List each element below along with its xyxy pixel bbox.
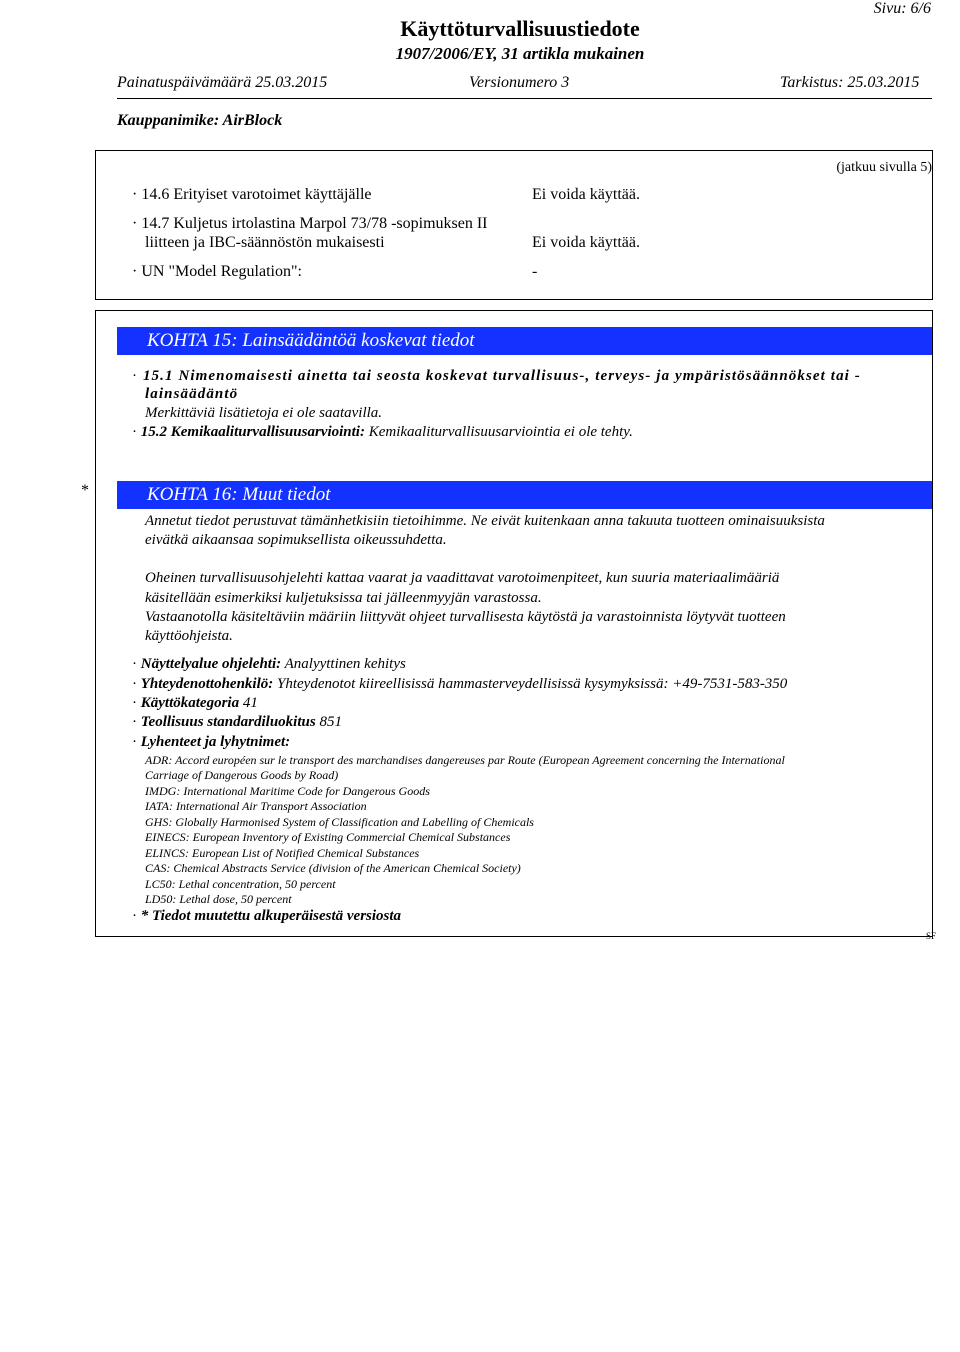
abbreviation-line: Carriage of Dangerous Goods by Road): [145, 768, 339, 782]
disclaimer-line1: Annetut tiedot perustuvat tämänhetkisiin tietoihimme. Ne eivät kuitenkaan anna takuuta tuotteen ominaisuuksista: [145, 513, 825, 529]
un-model-regulation-label: · UN "Model Regulation":: [132, 263, 302, 280]
item-15-1-title-line2: lainsäädäntö: [145, 386, 239, 402]
abbreviation-line: IATA: International Air Transport Association: [145, 799, 367, 813]
item-14-6-label: · 14.6 Erityiset varotoimet käyttäjälle: [132, 186, 372, 203]
scope-line2: käsitellään esimerkiksi kuljetuksissa tai jälleenmyyjän varastossa.: [145, 590, 542, 606]
header-divider: [117, 98, 932, 99]
abbreviation-line: IMDG: International Maritime Code for Dangerous Goods: [145, 784, 430, 798]
disclaimer-line2: eivätkä aikaansaa sopimuksellista oikeussuhdetta.: [145, 532, 447, 548]
scope-line3: Vastaanotolla käsiteltäviin määriin liittyvät ohjeet turvallisesta käytöstä ja varastoinnista löytyvät tuotteen: [145, 609, 786, 625]
continued-note: (jatkuu sivulla 5): [836, 160, 932, 175]
language-code: SF: [926, 931, 937, 941]
abbreviation-line: EINECS: European Inventory of Existing Commercial Chemical Substances: [145, 830, 511, 844]
item-15-1-title-line1: · 15.1 Nimenomaisesti ainetta tai seosta koskevat turvallisuus-, terveys- ja ympäristösäännökset tai -: [132, 368, 861, 384]
document-subtitle: 1907/2006/EY, 31 artikla mukainen: [395, 44, 645, 63]
changed-note: · * Tiedot muutettu alkuperäisestä versiosta: [132, 908, 402, 924]
issuing-department: · Näyttelyalue ohjelehti: Analyyttinen kehitys: [132, 656, 406, 672]
item-14-7-label-line1: · 14.7 Kuljetus irtolastina Marpol 73/78 -sopimuksen II: [132, 215, 488, 232]
print-date: Painatuspäivämäärä 25.03.2015: [117, 74, 328, 91]
product-name: Kauppanimike: AirBlock: [117, 112, 283, 129]
section-15-heading: KOHTA 15: Lainsäädäntöä koskevat tiedot: [117, 327, 932, 355]
revision-date: Tarkistus: 25.03.2015: [780, 74, 920, 91]
contact-person: · Yhteydenottohenkilö: Yhteydenotot kiireellisissä hammasterveydellisissä kysymyksissä: +49-7531-583-350: [132, 676, 788, 692]
use-category: · Käyttökategoria 41: [132, 695, 258, 711]
version-number: Versionumero 3: [469, 74, 570, 91]
abbreviations-label: · Lyhenteet ja lyhytnimet:: [132, 734, 291, 750]
abbreviation-line: GHS: Globally Harmonised System of Classification and Labelling of Chemicals: [145, 815, 534, 829]
item-14-7-value: Ei voida käyttää.: [532, 234, 640, 251]
document-title: Käyttöturvallisuustiedote: [400, 16, 640, 41]
scope-line4: käyttöohjeista.: [145, 628, 233, 644]
change-marker: *: [81, 482, 89, 499]
un-model-regulation-value: -: [532, 263, 538, 280]
abbreviation-line: CAS: Chemical Abstracts Service (division of the American Chemical Society): [145, 861, 521, 875]
abbreviation-line: LD50: Lethal dose, 50 percent: [145, 892, 292, 906]
item-14-7-label-line2: liitteen ja IBC-säännöstön mukaisesti: [145, 234, 385, 251]
page-number: Sivu: 6/6: [873, 0, 931, 17]
item-14-6-value: Ei voida käyttää.: [532, 186, 640, 203]
abbreviation-line: ELINCS: European List of Notified Chemical Substances: [145, 846, 420, 860]
scope-line1: Oheinen turvallisuusohjelehti kattaa vaarat ja vaadittavat varotoimenpiteet, kun suuria materiaalimääriä: [145, 570, 780, 586]
section-16-heading: KOHTA 16: Muut tiedot: [117, 481, 932, 509]
abbreviation-line: LC50: Lethal concentration, 50 percent: [145, 877, 336, 891]
abbreviation-line: ADR: Accord européen sur le transport des marchandises dangereuses par Route (European Agreement concerning the International: [145, 753, 785, 767]
industry-classification: · Teollisuus standardiluokitus 851: [132, 714, 342, 730]
item-15-2: · 15.2 Kemikaaliturvallisuusarviointi: Kemikaaliturvallisuusarviointia ei ole tehty.: [132, 424, 633, 440]
item-15-1-text: Merkittäviä lisätietoja ei ole saatavilla.: [145, 405, 383, 421]
